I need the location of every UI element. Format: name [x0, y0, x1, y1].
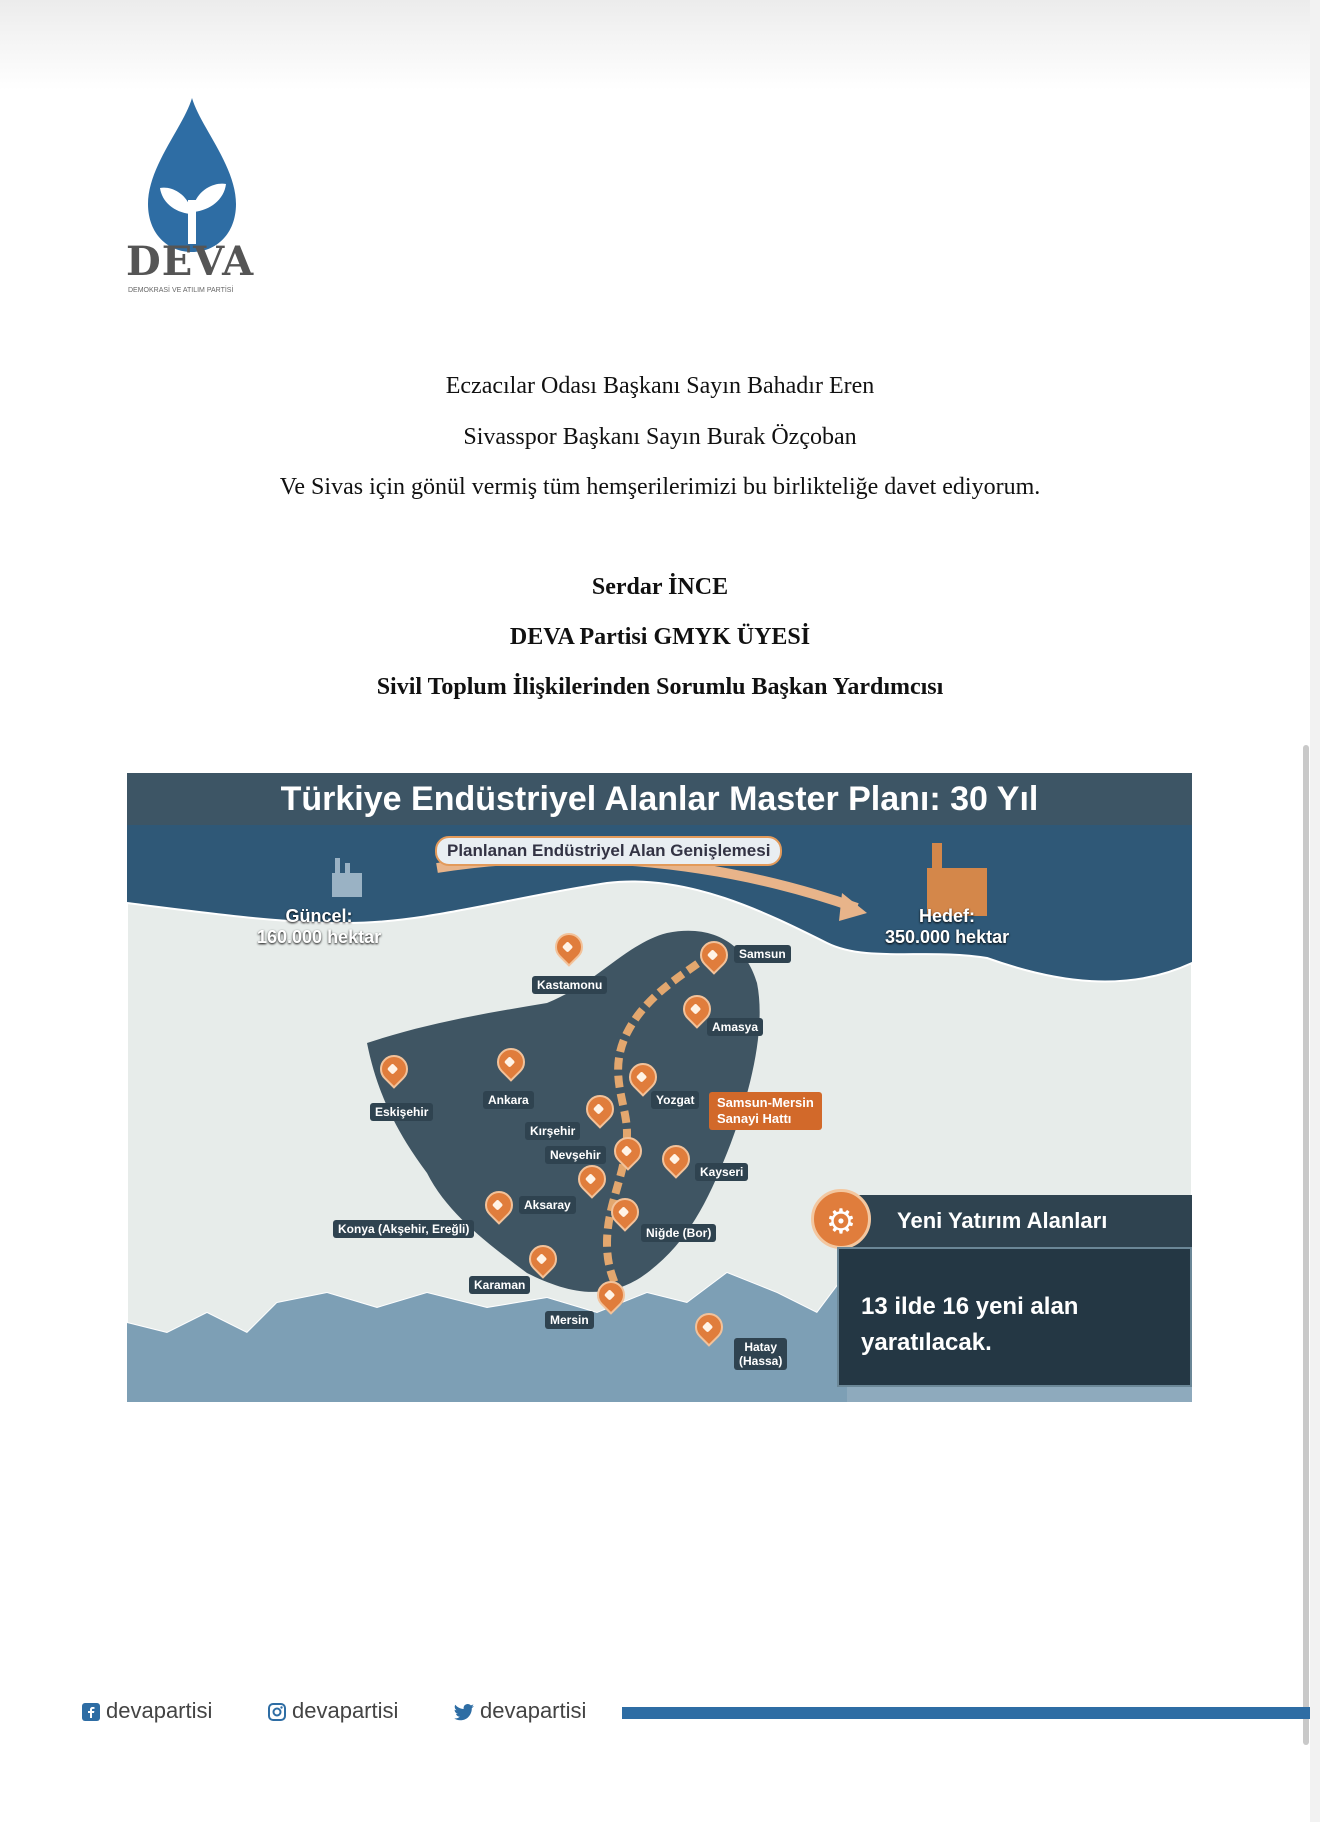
- route-label-line-1: Samsun-Mersin: [717, 1095, 814, 1110]
- scrollbar[interactable]: [1303, 745, 1309, 1745]
- facebook-icon: [82, 1703, 100, 1721]
- map-subtitle: Planlanan Endüstriyel Alan Genişlemesi: [435, 836, 782, 866]
- panel-text-line-2: yaratılacak.: [861, 1329, 992, 1356]
- city-samsun: Samsun: [734, 945, 791, 963]
- panel-body: [837, 1247, 1192, 1387]
- signature-role: Sivil Toplum İlişkilerinden Sorumlu Başkan Yardımcısı: [376, 674, 944, 700]
- target-value: 350.000 hektar: [885, 927, 1010, 947]
- facebook-handle: devapartisi: [106, 1698, 213, 1723]
- city-hatay-district: (Hassa): [739, 1354, 783, 1368]
- city-kayseri: Kayseri: [695, 1163, 748, 1181]
- city-ankara: Ankara: [483, 1091, 534, 1109]
- logo-tagline: DEMOKRASİ VE ATILIM PARTİSİ: [128, 287, 234, 294]
- instagram-handle: devapartisi: [292, 1698, 399, 1723]
- letter-line-1: Eczacılar Odası Başkanı Sayın Bahadır Eren: [445, 373, 875, 399]
- page-edge: [1310, 0, 1320, 1822]
- city-amasya: Amasya: [707, 1018, 763, 1036]
- top-shadow: [0, 0, 1320, 90]
- route-label: [709, 1092, 822, 1130]
- footer-divider: [622, 1707, 1310, 1719]
- twitter-icon: [454, 1704, 474, 1721]
- map-title: Türkiye Endüstriyel Alanlar Master Planı: 30 Yıl: [127, 773, 1192, 825]
- logo-wordmark: DEVA: [126, 238, 255, 285]
- panel-text-line-1: 13 ilde 16 yeni alan: [861, 1293, 1079, 1320]
- footer-twitter[interactable]: [454, 1698, 586, 1724]
- city-yozgat: Yozgat: [651, 1091, 699, 1109]
- signature-name: Serdar İNCE: [591, 574, 729, 600]
- city-nigde: Niğde (Bor): [641, 1224, 716, 1242]
- current-label: Güncel:: [285, 906, 353, 926]
- gear-icon: ⚙: [811, 1189, 871, 1249]
- letter-line-3: Ve Sivas için gönül vermiş tüm hemşerilerimizi bu birlikteliğe davet ediyorum.: [279, 474, 1041, 500]
- target-label: Hedef:: [919, 906, 976, 926]
- current-value: 160.000 hektar: [257, 927, 382, 947]
- instagram-icon: [268, 1703, 286, 1721]
- industrial-areas-map: [127, 773, 1192, 1402]
- city-mersin: Mersin: [545, 1311, 594, 1329]
- footer-facebook[interactable]: [82, 1698, 212, 1724]
- current-area-stat: [257, 906, 381, 948]
- panel-title: Yeni Yatırım Alanları: [837, 1195, 1192, 1247]
- city-konya: Konya (Akşehir, Ereğli): [333, 1220, 474, 1238]
- signature-title: DEVA Partisi GMYK ÜYESİ: [509, 624, 811, 650]
- city-karaman: Karaman: [469, 1276, 530, 1294]
- city-aksaray: Aksaray: [519, 1196, 576, 1214]
- city-hatay-name: Hatay: [744, 1340, 778, 1354]
- letter-line-2: Sivasspor Başkanı Sayın Burak Özçoban: [463, 424, 857, 450]
- city-kirsehir: Kırşehir: [525, 1122, 580, 1140]
- target-area-stat: [885, 906, 1009, 948]
- footer-instagram[interactable]: [268, 1698, 398, 1724]
- city-eskisehir: Eskişehir: [370, 1103, 433, 1121]
- city-hatay: [734, 1338, 787, 1370]
- city-kastamonu: Kastamonu: [532, 976, 607, 994]
- route-label-line-2: Sanayi Hattı: [717, 1111, 792, 1126]
- twitter-handle: devapartisi: [480, 1698, 587, 1723]
- city-nevsehir: Nevşehir: [545, 1146, 606, 1164]
